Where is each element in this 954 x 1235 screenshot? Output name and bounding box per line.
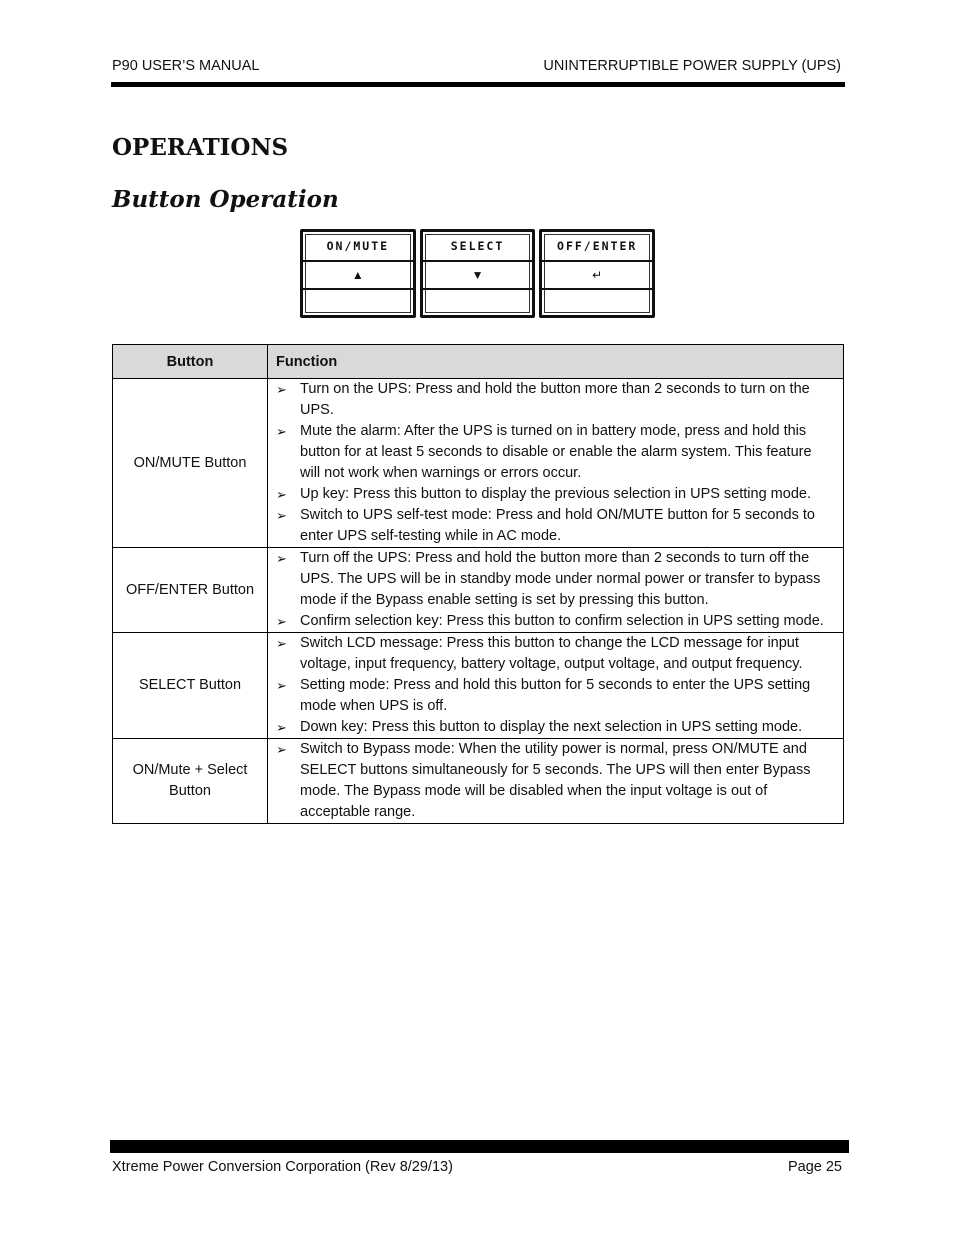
button-name-cell: ON/Mute + Select Button — [113, 739, 268, 824]
table-row — [113, 548, 844, 633]
function-item: ➢ Switch to Bypass mode: When the utility power is normal, press ON/MUTE and SELECT buttons simultaneously for 5 seconds. The UPS will then enter Bypass mode. The Bypass mode will be disabled when the input voltage is out of acceptable range. — [276, 739, 833, 823]
function-list — [276, 548, 833, 632]
header-rule — [111, 82, 845, 87]
function-item: ➢ Mute the alarm: After the UPS is turned on in battery mode, press and hold this button for at least 5 seconds to disable or enable the alarm system. This feature will not work when warnings or errors occur. — [276, 421, 833, 484]
up-triangle-icon: ▲ — [303, 262, 413, 290]
panel-label: OFF/ENTER — [542, 232, 652, 262]
section-title: OPERATIONS — [112, 134, 289, 161]
enter-arrow-icon: ↵ — [542, 262, 652, 290]
header-left: P90 USER’S MANUAL — [112, 58, 260, 74]
function-item: ➢ Switch to UPS self-test mode: Press and hold ON/MUTE button for 5 seconds to enter UPS self-testing while in AC mode. — [276, 505, 833, 547]
table-row — [113, 633, 844, 739]
panel-blank — [303, 290, 413, 315]
panel-label: ON/MUTE — [303, 232, 413, 262]
button-function-table — [112, 344, 844, 824]
panel-blank — [542, 290, 652, 315]
panel-button-select — [420, 229, 536, 318]
button-name-cell: ON/MUTE Button — [113, 379, 268, 548]
function-item: ➢ Turn on the UPS: Press and hold the button more than 2 seconds to turn on the UPS. — [276, 379, 833, 421]
panel-blank — [423, 290, 533, 315]
function-list — [276, 739, 833, 823]
table-row — [113, 379, 844, 548]
function-item: ➢ Switch LCD message: Press this button to change the LCD message for input voltage, input frequency, battery voltage, output voltage, and output frequency. — [276, 633, 833, 675]
function-cell — [268, 379, 844, 548]
footer-left: Xtreme Power Conversion Corporation (Rev 8/29/13) — [112, 1159, 453, 1175]
function-list — [276, 633, 833, 738]
function-item: ➢ Up key: Press this button to display the previous selection in UPS setting mode. — [276, 484, 833, 505]
subsection-title: Button Operation — [112, 186, 339, 213]
function-list — [276, 379, 833, 547]
panel-button-on-mute — [300, 229, 416, 318]
button-name-cell: OFF/ENTER Button — [113, 548, 268, 633]
down-triangle-icon: ▼ — [423, 262, 533, 290]
function-cell — [268, 633, 844, 739]
function-item: ➢ Setting mode: Press and hold this button for 5 seconds to enter the UPS setting mode when UPS is off. — [276, 675, 833, 717]
column-header-button: Button — [113, 345, 268, 379]
function-cell — [268, 739, 844, 824]
panel-label: SELECT — [423, 232, 533, 262]
button-name-cell: SELECT Button — [113, 633, 268, 739]
header-right: UNINTERRUPTIBLE POWER SUPPLY (UPS) — [543, 58, 841, 74]
page-number: Page 25 — [787, 1159, 842, 1175]
column-header-function: Function — [268, 345, 844, 379]
function-cell — [268, 548, 844, 633]
function-item: ➢ Confirm selection key: Press this button to confirm selection in UPS setting mode. — [276, 611, 833, 632]
button-panel-figure — [300, 229, 655, 318]
panel-button-off-enter — [539, 229, 655, 318]
table-row — [113, 739, 844, 824]
table-header-row — [113, 345, 844, 379]
function-item: ➢ Down key: Press this button to display the next selection in UPS setting mode. — [276, 717, 833, 738]
footer-rule — [110, 1140, 849, 1153]
function-item: ➢ Turn off the UPS: Press and hold the button more than 2 seconds to turn off the UPS. The UPS will be in standby mode under normal power or transfer to bypass mode if the Bypass enable setting is set by pressing this button. — [276, 548, 833, 611]
